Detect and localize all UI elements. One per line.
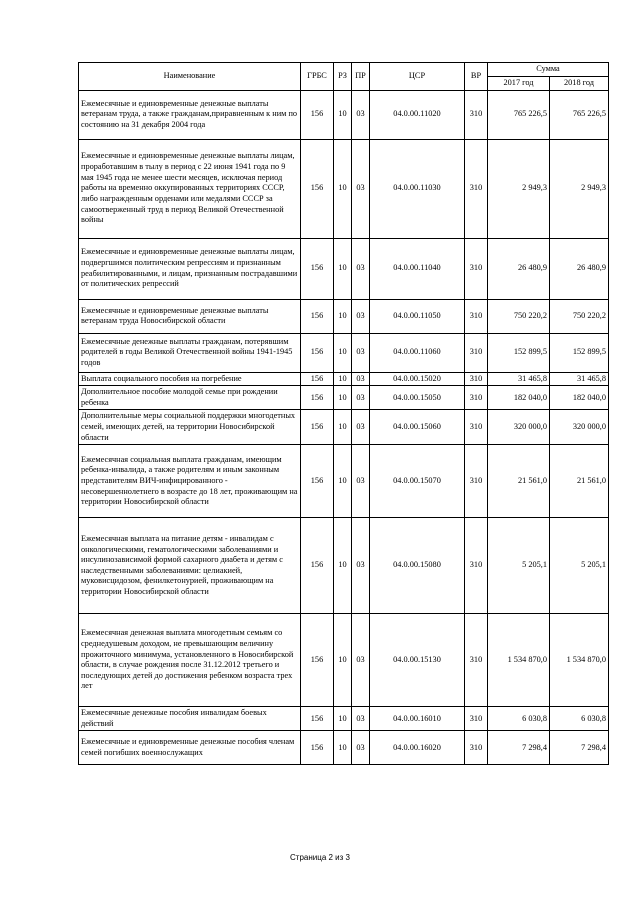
header-2018: 2018 год [550,77,609,91]
cell-rz: 10 [334,139,352,238]
cell-vr: 310 [465,410,488,445]
cell-grbs: 156 [301,731,334,765]
cell-name: Ежемесячные и единовременные денежные выплаты ветеранам труда Новосибирской области [79,299,301,333]
cell-pr: 03 [352,518,370,614]
cell-vr: 310 [465,518,488,614]
cell-csr: 04.0.00.15050 [370,386,465,410]
table-row [79,90,609,139]
header-2017: 2017 год [488,77,550,91]
cell-vr: 310 [465,445,488,518]
cell-name: Ежемесячные денежные выплаты гражданам, потерявшим родителей в годы Великой Отечественной войны 1941-1945 годов [79,333,301,372]
cell-pr: 03 [352,410,370,445]
table-row [79,238,609,299]
cell-vr: 310 [465,614,488,707]
cell-y2018: 31 465,8 [550,372,609,386]
cell-pr: 03 [352,372,370,386]
table-row [79,410,609,445]
cell-pr: 03 [352,90,370,139]
cell-vr: 310 [465,139,488,238]
table-row [79,372,609,386]
cell-rz: 10 [334,707,352,731]
cell-grbs: 156 [301,299,334,333]
cell-y2017: 182 040,0 [488,386,550,410]
cell-vr: 310 [465,333,488,372]
cell-rz: 10 [334,731,352,765]
cell-csr: 04.0.00.15020 [370,372,465,386]
cell-pr: 03 [352,445,370,518]
cell-pr: 03 [352,238,370,299]
cell-y2017: 26 480,9 [488,238,550,299]
cell-name: Дополнительные меры социальной поддержки многодетных семей, имеющих детей, на территории Новосибирской области [79,410,301,445]
cell-rz: 10 [334,410,352,445]
page-footer: Страница 2 из 3 [290,853,350,862]
cell-csr: 04.0.00.15060 [370,410,465,445]
cell-y2017: 21 561,0 [488,445,550,518]
cell-y2017: 152 899,5 [488,333,550,372]
header-csr: ЦСР [370,63,465,91]
cell-grbs: 156 [301,518,334,614]
cell-name: Ежемесячные и единовременные денежные выплаты лицам, проработавшим в тылу в период с 22 июня 1941 года по 9 мая 1945 года не менее шести месяцев, исключая период работы на временно оккупированных территориях СССР, либо награжденным орденами или медалями СССР за самоотверженный труд в период Великой Отечественной войны [79,139,301,238]
table-row [79,139,609,238]
cell-y2017: 7 298,4 [488,731,550,765]
cell-csr: 04.0.00.11060 [370,333,465,372]
cell-vr: 310 [465,372,488,386]
cell-rz: 10 [334,372,352,386]
cell-y2018: 152 899,5 [550,333,609,372]
cell-rz: 10 [334,614,352,707]
cell-y2018: 2 949,3 [550,139,609,238]
table-row [79,707,609,731]
header-name: Наименование [79,63,301,91]
cell-y2018: 1 534 870,0 [550,614,609,707]
cell-pr: 03 [352,299,370,333]
cell-pr: 03 [352,614,370,707]
cell-name: Ежемесячные и единовременные денежные пособия членам семей погибших военнослужащих [79,731,301,765]
cell-csr: 04.0.00.11030 [370,139,465,238]
cell-pr: 03 [352,731,370,765]
cell-csr: 04.0.00.11050 [370,299,465,333]
cell-rz: 10 [334,238,352,299]
cell-name: Ежемесячные и единовременные денежные выплаты лицам, подвергшимся политическим репрессиям и признанным реабилитированными, и лицам, признанным пострадавшими от политических репрессий [79,238,301,299]
cell-vr: 310 [465,238,488,299]
table-row [79,518,609,614]
cell-pr: 03 [352,333,370,372]
header-grbs: ГРБС [301,63,334,91]
cell-name: Дополнительное пособие молодой семье при рождении ребенка [79,386,301,410]
cell-vr: 310 [465,731,488,765]
cell-grbs: 156 [301,614,334,707]
cell-y2017: 2 949,3 [488,139,550,238]
cell-y2018: 320 000,0 [550,410,609,445]
cell-csr: 04.0.00.15080 [370,518,465,614]
cell-y2018: 6 030,8 [550,707,609,731]
table-row [79,386,609,410]
cell-csr: 04.0.00.15070 [370,445,465,518]
cell-y2017: 31 465,8 [488,372,550,386]
cell-vr: 310 [465,386,488,410]
cell-csr: 04.0.00.16020 [370,731,465,765]
cell-y2017: 5 205,1 [488,518,550,614]
cell-rz: 10 [334,386,352,410]
cell-grbs: 156 [301,445,334,518]
cell-y2017: 1 534 870,0 [488,614,550,707]
table-row [79,614,609,707]
table-row [79,299,609,333]
cell-csr: 04.0.00.11020 [370,90,465,139]
cell-name: Ежемесячная денежная выплата многодетным семьям со среднедушевым доходом, не превышающим величину прожиточного минимума, установленного в Новосибирской области, в случае рождения после 31.12.2012 третьего и последующих детей до достижения ребенком возраста трех лет [79,614,301,707]
table-row [79,333,609,372]
cell-rz: 10 [334,333,352,372]
cell-y2017: 320 000,0 [488,410,550,445]
cell-pr: 03 [352,707,370,731]
cell-csr: 04.0.00.16010 [370,707,465,731]
cell-y2018: 182 040,0 [550,386,609,410]
table-row [79,731,609,765]
cell-pr: 03 [352,139,370,238]
cell-rz: 10 [334,445,352,518]
cell-grbs: 156 [301,139,334,238]
cell-name: Выплата социального пособия на погребение [79,372,301,386]
budget-table [78,62,609,765]
cell-csr: 04.0.00.15130 [370,614,465,707]
header-pr: ПР [352,63,370,91]
cell-y2018: 765 226,5 [550,90,609,139]
cell-name: Ежемесячная выплата на питание детям - инвалидам с онкологическими, гематологическими заболеваниями и инсулинозависимой формой сахарного диабета и детям с наследственными заболеваниями: целиакией, муковисцидозом, фенилкетонурией, проживающим на территории Новосибирской области [79,518,301,614]
cell-y2018: 21 561,0 [550,445,609,518]
cell-rz: 10 [334,90,352,139]
cell-rz: 10 [334,299,352,333]
cell-y2018: 26 480,9 [550,238,609,299]
cell-name: Ежемесячные и единовременные денежные выплаты ветеранам труда, а также гражданам,приравненным к ним по состоянию на 31 декабря 2004 года [79,90,301,139]
cell-y2018: 7 298,4 [550,731,609,765]
cell-y2018: 5 205,1 [550,518,609,614]
cell-vr: 310 [465,707,488,731]
cell-grbs: 156 [301,372,334,386]
cell-name: Ежемесячная социальная выплата гражданам, имеющим ребенка-инвалида, а также родителям и иным законным представителям ВИЧ-инфицированного - несовершеннолетнего в возрасте до 18 лет, проживающим на территории Новосибирской области [79,445,301,518]
cell-y2017: 750 220,2 [488,299,550,333]
cell-grbs: 156 [301,386,334,410]
table-row [79,445,609,518]
cell-grbs: 156 [301,333,334,372]
cell-csr: 04.0.00.11040 [370,238,465,299]
header-sum: Сумма [488,63,609,77]
cell-vr: 310 [465,90,488,139]
cell-rz: 10 [334,518,352,614]
table-body [79,90,609,765]
cell-name: Ежемесячные денежные пособия инвалидам боевых действий [79,707,301,731]
cell-y2018: 750 220,2 [550,299,609,333]
cell-pr: 03 [352,386,370,410]
header-vr: ВР [465,63,488,91]
cell-vr: 310 [465,299,488,333]
header-rz: РЗ [334,63,352,91]
cell-grbs: 156 [301,90,334,139]
cell-grbs: 156 [301,410,334,445]
cell-grbs: 156 [301,238,334,299]
cell-grbs: 156 [301,707,334,731]
cell-y2017: 6 030,8 [488,707,550,731]
cell-y2017: 765 226,5 [488,90,550,139]
